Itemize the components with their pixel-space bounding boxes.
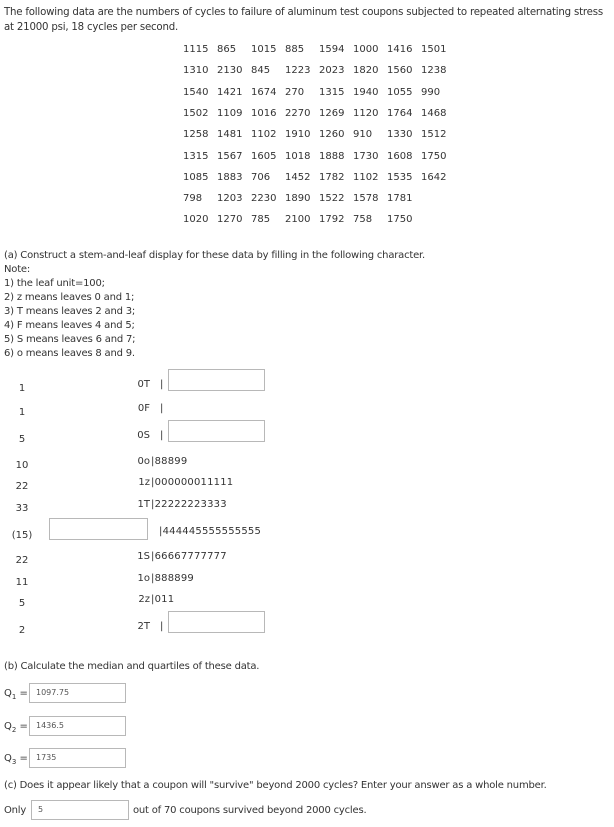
part-c-prompt: (c) Does it appear likely that a coupon will "survive" beyond 2000 cycles? Enter your answer as a whole number.	[4, 780, 547, 791]
data-value: 1102	[353, 171, 379, 183]
data-value: 1522	[319, 193, 345, 205]
note-line: 3) T means leaves 2 and 3;	[4, 306, 136, 317]
note-line: 1) the leaf unit=100;	[4, 278, 105, 289]
data-value: 1567	[217, 150, 243, 162]
data-value: 1940	[353, 86, 379, 98]
data-value: 1594	[319, 44, 345, 55]
stem-label: 1o	[137, 573, 150, 584]
data-value: 1605	[251, 150, 277, 162]
stem-separator: |	[160, 403, 164, 414]
depth-count: 5	[18, 598, 26, 609]
stem-label: 1S	[137, 551, 150, 562]
data-value: 1792	[319, 214, 345, 226]
data-value: 2100	[285, 214, 311, 226]
data-value: 785	[251, 214, 271, 226]
data-value: 1315	[319, 86, 345, 98]
data-value: 1502	[183, 107, 209, 119]
note-line: 6) o means leaves 8 and 9.	[4, 348, 135, 359]
leaves-input[interactable]	[168, 611, 265, 633]
data-value: 706	[251, 171, 271, 183]
data-value: 865	[217, 44, 237, 55]
stem-label: 0S	[137, 430, 150, 441]
leaves-text: |88899	[151, 456, 188, 467]
data-value: 1535	[387, 171, 413, 183]
data-value: 798	[183, 193, 203, 205]
data-value: 2230	[251, 193, 277, 205]
part-a-prompt: (a) Construct a stem-and-leaf display for these data by filling in the following character.	[4, 250, 426, 261]
data-value: 1315	[183, 150, 209, 162]
stem-separator: |	[160, 430, 164, 441]
data-value: 2130	[217, 65, 243, 77]
data-value: 1310	[183, 65, 209, 77]
data-value: 1258	[183, 129, 209, 141]
depth-count: 5	[18, 434, 26, 445]
depth-count: 1	[18, 407, 26, 418]
depth-count: 33	[15, 503, 29, 514]
part-c-after: out of 70 coupons survived beyond 2000 cycles.	[133, 805, 367, 816]
data-value: 1260	[319, 129, 345, 141]
q2-input[interactable]: 1436.5	[29, 716, 126, 736]
data-value: 845	[251, 65, 271, 77]
data-value: 1642	[421, 171, 447, 183]
stem-input[interactable]	[49, 518, 148, 540]
q3-input[interactable]: 1735	[29, 748, 126, 768]
leaves-text: |444445555555555	[159, 526, 262, 537]
leaves-text: |888899	[151, 573, 194, 584]
data-value: 1018	[285, 150, 311, 162]
depth-count: 10	[15, 460, 29, 471]
data-value: 2270	[285, 107, 311, 119]
data-value: 1085	[183, 171, 209, 183]
data-value: 1016	[251, 107, 277, 119]
data-value: 1468	[421, 107, 447, 119]
leaves-text: |22222223333	[151, 499, 227, 510]
depth-count: 22	[15, 481, 29, 492]
data-value: 1000	[353, 44, 379, 55]
q1-label: $Q_1$ =	[4, 688, 28, 701]
data-value: 1115	[183, 44, 209, 55]
data-value: 1330	[387, 129, 413, 141]
stem-label: 1z	[138, 477, 150, 488]
part-b-prompt: (b) Calculate the median and quartiles of these data.	[4, 661, 260, 672]
data-value: 1109	[217, 107, 243, 119]
note-line: 2) z means leaves 0 and 1;	[4, 292, 135, 303]
data-value: 885	[285, 44, 305, 55]
part-c-before: Only	[4, 805, 27, 816]
data-value: 1270	[217, 214, 243, 226]
data-value: 1020	[183, 214, 209, 226]
depth-count: 11	[15, 577, 29, 588]
note-line: 5) S means leaves 6 and 7;	[4, 334, 136, 345]
stem-label: 2z	[138, 594, 150, 605]
leaves-text: |66667777777	[151, 551, 227, 562]
data-value: 1102	[251, 129, 277, 141]
data-value: 1452	[285, 171, 311, 183]
data-value: 1015	[251, 44, 277, 55]
data-value: 1730	[353, 150, 379, 162]
stem-separator: |	[160, 379, 164, 390]
data-value: 1781	[387, 193, 413, 205]
data-value: 1560	[387, 65, 413, 77]
data-value: 1910	[285, 129, 311, 141]
data-value: 1890	[285, 193, 311, 205]
leaves-input[interactable]	[168, 420, 265, 442]
depth-count: 1	[18, 383, 26, 394]
stem-label: 0T	[137, 379, 150, 390]
data-value: 910	[353, 129, 373, 141]
data-value: 1578	[353, 193, 379, 205]
data-value: 1223	[285, 65, 311, 77]
data-value: 990	[421, 86, 441, 98]
data-value: 1501	[421, 44, 447, 55]
data-value: 1416	[387, 44, 413, 55]
data-value: 1203	[217, 193, 243, 205]
stem-label: 0F	[137, 403, 150, 414]
q2-label: $Q_2$ =	[4, 721, 28, 734]
data-value: 758	[353, 214, 373, 226]
q3-label: $Q_3$ =	[4, 753, 28, 766]
data-value: 1608	[387, 150, 413, 162]
data-value: 1750	[421, 150, 447, 162]
data-value: 1750	[387, 214, 413, 226]
stem-label: 2T	[137, 621, 150, 632]
data-value: 1512	[421, 129, 447, 141]
q1-input[interactable]: 1097.75	[29, 683, 126, 703]
depth-count: 22	[15, 555, 29, 566]
stem-separator: |	[160, 621, 164, 632]
survivors-input[interactable]: 5	[31, 800, 129, 820]
leaves-input[interactable]	[168, 369, 265, 391]
note-line: Note:	[4, 264, 31, 275]
data-value: 1764	[387, 107, 413, 119]
data-value: 1120	[353, 107, 379, 119]
data-value: 1883	[217, 171, 243, 183]
data-value: 1888	[319, 150, 345, 162]
data-value: 1481	[217, 129, 243, 141]
data-value: 1238	[421, 65, 447, 77]
stem-label: 0o	[137, 456, 150, 467]
data-value: 1540	[183, 86, 209, 98]
data-value: 1421	[217, 86, 243, 98]
leaves-text: |000000011111	[151, 477, 234, 488]
data-value: 1269	[319, 107, 345, 119]
data-value: 270	[285, 86, 305, 98]
problem-intro: The following data are the numbers of cycles to failure of aluminum test coupons subjected to repeated alternating stress at 21000 psi, 18 cycles per second.	[4, 7, 603, 33]
note-line: 4) F means leaves 4 and 5;	[4, 320, 135, 331]
leaves-text: |011	[151, 594, 175, 605]
data-value: 1782	[319, 171, 345, 183]
data-value: 1674	[251, 86, 277, 98]
data-value: 2023	[319, 65, 345, 77]
data-value: 1055	[387, 86, 413, 98]
data-value: 1820	[353, 65, 379, 77]
depth-count: 2	[18, 625, 26, 636]
depth-count: (15)	[11, 530, 33, 541]
stem-label: 1T	[137, 499, 150, 510]
